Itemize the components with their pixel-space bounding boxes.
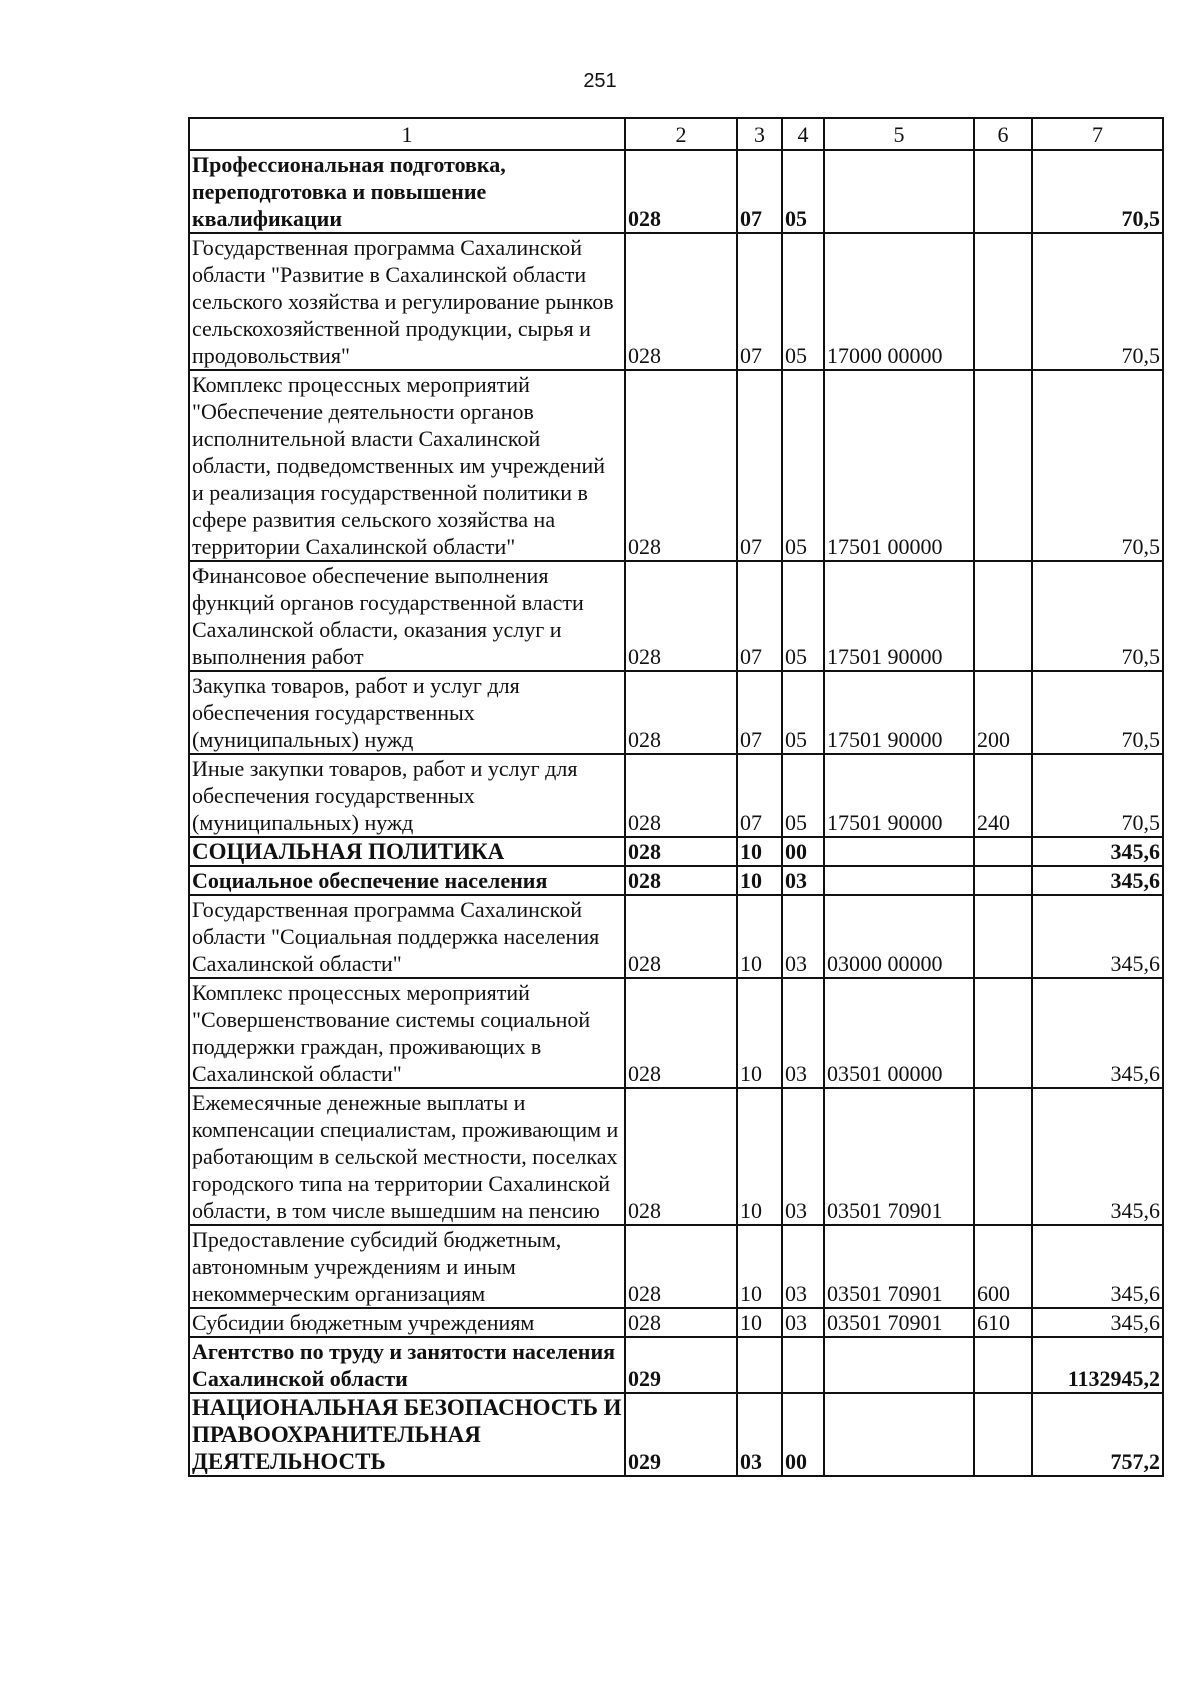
row-name-cell: Государственная программа Сахалинской области "Социальная поддержка населения Сахалинской области"	[189, 895, 625, 978]
row-name-cell: Ежемесячные денежные выплаты и компенсации специалистам, проживающим и работающим в сельской местности, поселках городского типа на территории Сахалинской области, в том числе вышедшим на пенсию	[189, 1088, 625, 1225]
row-vr-cell	[974, 978, 1032, 1088]
column-header: 3	[737, 118, 782, 150]
column-header: 2	[625, 118, 737, 150]
row-vedomstvo-cell: 028	[625, 895, 737, 978]
row-vedomstvo-cell: 028	[625, 233, 737, 370]
row-vr-cell	[974, 895, 1032, 978]
row-sum-cell: 70,5	[1032, 150, 1163, 233]
table-row	[189, 561, 1163, 671]
table-row	[189, 978, 1163, 1088]
row-name-cell: Финансовое обеспечение выполнения функций органов государственной власти Сахалинской области, оказания услуг и выполнения работ	[189, 561, 625, 671]
row-podrazdel-cell: 05	[782, 561, 824, 671]
row-razdel-cell: 10	[737, 1308, 782, 1337]
table-row	[189, 754, 1163, 837]
row-podrazdel-cell: 05	[782, 754, 824, 837]
table-body	[189, 150, 1163, 1476]
row-csr-cell: 17501 90000	[824, 561, 974, 671]
row-razdel-cell: 10	[737, 1225, 782, 1308]
row-podrazdel-cell: 05	[782, 150, 824, 233]
row-sum-cell: 345,6	[1032, 837, 1163, 866]
row-vr-cell	[974, 837, 1032, 866]
row-sum-cell: 345,6	[1032, 1308, 1163, 1337]
row-vedomstvo-cell: 029	[625, 1337, 737, 1393]
row-csr-cell: 17000 00000	[824, 233, 974, 370]
row-vr-cell	[974, 1088, 1032, 1225]
row-sum-cell: 70,5	[1032, 754, 1163, 837]
row-csr-cell: 17501 90000	[824, 671, 974, 754]
row-podrazdel-cell: 03	[782, 1225, 824, 1308]
row-csr-cell	[824, 1337, 974, 1393]
row-csr-cell	[824, 837, 974, 866]
row-csr-cell	[824, 1393, 974, 1476]
row-vedomstvo-cell: 028	[625, 1088, 737, 1225]
row-vedomstvo-cell: 028	[625, 1225, 737, 1308]
row-vr-cell	[974, 150, 1032, 233]
row-csr-cell: 03000 00000	[824, 895, 974, 978]
row-name-cell: Субсидии бюджетным учреждениям	[189, 1308, 625, 1337]
row-razdel-cell: 07	[737, 150, 782, 233]
row-name-cell: Комплекс процессных мероприятий "Обеспечение деятельности органов исполнительной власти Сахалинской области, подведомственных им учреждений и реализация государственной политики в сфере развития сельского хозяйства на территории Сахалинской области"	[189, 370, 625, 561]
row-podrazdel-cell: 00	[782, 837, 824, 866]
row-razdel-cell: 07	[737, 754, 782, 837]
row-csr-cell: 03501 70901	[824, 1225, 974, 1308]
table-row	[189, 866, 1163, 895]
table-row	[189, 837, 1163, 866]
table-row	[189, 1308, 1163, 1337]
row-vedomstvo-cell: 028	[625, 561, 737, 671]
row-podrazdel-cell: 00	[782, 1393, 824, 1476]
row-podrazdel-cell	[782, 1337, 824, 1393]
row-razdel-cell: 10	[737, 895, 782, 978]
row-vedomstvo-cell: 028	[625, 370, 737, 561]
row-sum-cell: 70,5	[1032, 561, 1163, 671]
budget-table	[188, 117, 1164, 1477]
row-csr-cell: 17501 90000	[824, 754, 974, 837]
row-csr-cell: 03501 70901	[824, 1088, 974, 1225]
row-razdel-cell: 07	[737, 671, 782, 754]
row-vedomstvo-cell: 029	[625, 1393, 737, 1476]
column-header: 5	[824, 118, 974, 150]
row-razdel-cell: 07	[737, 370, 782, 561]
row-vr-cell: 610	[974, 1308, 1032, 1337]
table-row	[189, 1088, 1163, 1225]
row-razdel-cell: 10	[737, 866, 782, 895]
row-podrazdel-cell: 05	[782, 671, 824, 754]
row-vr-cell: 200	[974, 671, 1032, 754]
row-csr-cell	[824, 866, 974, 895]
row-name-cell: Профессиональная подготовка, переподготовка и повышение квалификации	[189, 150, 625, 233]
row-vr-cell	[974, 1393, 1032, 1476]
row-podrazdel-cell: 05	[782, 233, 824, 370]
row-vr-cell	[974, 370, 1032, 561]
row-vr-cell	[974, 1337, 1032, 1393]
row-razdel-cell: 03	[737, 1393, 782, 1476]
column-header: 7	[1032, 118, 1163, 150]
row-vedomstvo-cell: 028	[625, 866, 737, 895]
row-name-cell: Предоставление субсидий бюджетным, автономным учреждениям и иным некоммерческим организациям	[189, 1225, 625, 1308]
row-sum-cell: 345,6	[1032, 866, 1163, 895]
row-sum-cell: 345,6	[1032, 978, 1163, 1088]
table-row	[189, 671, 1163, 754]
row-razdel-cell	[737, 1337, 782, 1393]
column-header: 6	[974, 118, 1032, 150]
row-vr-cell: 600	[974, 1225, 1032, 1308]
row-sum-cell: 70,5	[1032, 671, 1163, 754]
column-header: 4	[782, 118, 824, 150]
row-razdel-cell: 07	[737, 233, 782, 370]
table-row	[189, 370, 1163, 561]
column-header: 1	[189, 118, 625, 150]
row-vedomstvo-cell: 028	[625, 754, 737, 837]
table-row	[189, 1337, 1163, 1393]
page-number: 251	[583, 70, 617, 92]
row-sum-cell: 1132945,2	[1032, 1337, 1163, 1393]
row-vr-cell	[974, 561, 1032, 671]
row-razdel-cell: 10	[737, 1088, 782, 1225]
row-vedomstvo-cell: 028	[625, 837, 737, 866]
table-row	[189, 895, 1163, 978]
row-name-cell: Закупка товаров, работ и услуг для обеспечения государственных (муниципальных) нужд	[189, 671, 625, 754]
table-row	[189, 1225, 1163, 1308]
row-vedomstvo-cell: 028	[625, 150, 737, 233]
row-vr-cell	[974, 866, 1032, 895]
row-sum-cell: 757,2	[1032, 1393, 1163, 1476]
row-name-cell: Иные закупки товаров, работ и услуг для обеспечения государственных (муниципальных) нужд	[189, 754, 625, 837]
header-row	[189, 118, 1163, 150]
row-vr-cell	[974, 233, 1032, 370]
row-razdel-cell: 10	[737, 978, 782, 1088]
row-sum-cell: 345,6	[1032, 1225, 1163, 1308]
row-razdel-cell: 07	[737, 561, 782, 671]
row-name-cell: Комплекс процессных мероприятий "Совершенствование системы социальной поддержки граждан, проживающих в Сахалинской области"	[189, 978, 625, 1088]
row-podrazdel-cell: 03	[782, 866, 824, 895]
row-podrazdel-cell: 05	[782, 370, 824, 561]
row-vr-cell: 240	[974, 754, 1032, 837]
row-vedomstvo-cell: 028	[625, 671, 737, 754]
row-podrazdel-cell: 03	[782, 1308, 824, 1337]
row-name-cell: НАЦИОНАЛЬНАЯ БЕЗОПАСНОСТЬ И ПРАВООХРАНИТЕЛЬНАЯ ДЕЯТЕЛЬНОСТЬ	[189, 1393, 625, 1476]
row-csr-cell: 03501 00000	[824, 978, 974, 1088]
row-csr-cell: 03501 70901	[824, 1308, 974, 1337]
row-sum-cell: 70,5	[1032, 233, 1163, 370]
row-csr-cell	[824, 150, 974, 233]
row-name-cell: Агентство по труду и занятости населения Сахалинской области	[189, 1337, 625, 1393]
row-sum-cell: 345,6	[1032, 895, 1163, 978]
row-podrazdel-cell: 03	[782, 895, 824, 978]
row-sum-cell: 345,6	[1032, 1088, 1163, 1225]
row-sum-cell: 70,5	[1032, 370, 1163, 561]
table-row	[189, 1393, 1163, 1476]
row-podrazdel-cell: 03	[782, 1088, 824, 1225]
row-name-cell: Государственная программа Сахалинской области "Развитие в Сахалинской области сельского хозяйства и регулирование рынков сельскохозяйственной продукции, сырья и продовольствия"	[189, 233, 625, 370]
table-row	[189, 233, 1163, 370]
row-razdel-cell: 10	[737, 837, 782, 866]
row-name-cell: Социальное обеспечение населения	[189, 866, 625, 895]
row-vedomstvo-cell: 028	[625, 1308, 737, 1337]
table-row	[189, 150, 1163, 233]
row-csr-cell: 17501 00000	[824, 370, 974, 561]
row-vedomstvo-cell: 028	[625, 978, 737, 1088]
row-podrazdel-cell: 03	[782, 978, 824, 1088]
row-name-cell: СОЦИАЛЬНАЯ ПОЛИТИКА	[189, 837, 625, 866]
